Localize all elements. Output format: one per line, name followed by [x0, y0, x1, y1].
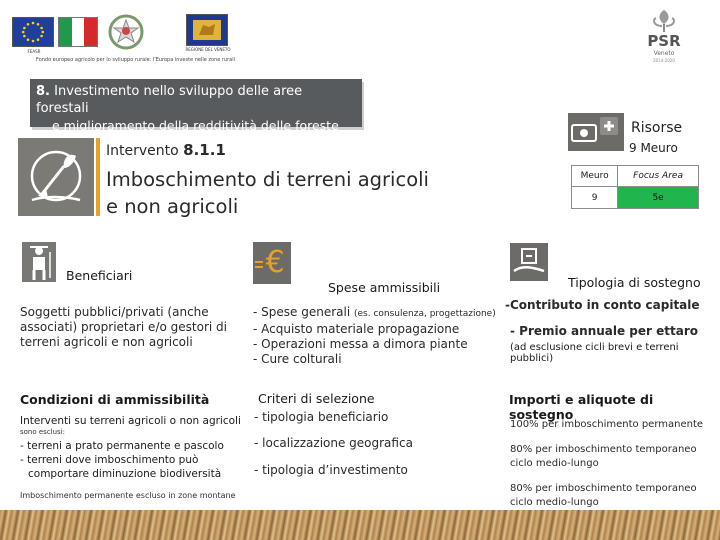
spese-item-1: - Spese generali [253, 305, 351, 319]
criteri-item-2: - localizzazione geografica [254, 436, 413, 450]
risorse-amount: 9 Meuro [629, 141, 678, 155]
tipologia-item-3: (ad esclusione cicli brevi e terreni pubblici) [510, 342, 679, 364]
psr-veneto-logo [640, 6, 688, 64]
measure-number: 8. [36, 84, 50, 99]
table-value-meuro: 9 [572, 187, 618, 209]
eu-flag-logo [12, 17, 54, 47]
condizioni-note: sono esclusi: [20, 428, 66, 436]
measure-heading-band [30, 79, 362, 133]
forestry-intervention-icon [18, 138, 94, 216]
condizioni-list [20, 439, 248, 481]
regione-veneto-logo [186, 14, 228, 46]
veneto-caption: REGIONE DEL VENETO [185, 47, 231, 52]
criteri-item-1: - tipologia beneficiario [254, 410, 389, 424]
importi-item-1: 100% per imboschimento permanente [510, 419, 704, 430]
condizioni-item-2b: comportare diminuzione biodiversità [28, 468, 222, 480]
lion-icon [187, 15, 227, 45]
resources-table [571, 165, 699, 209]
spese-heading: Spese ammissibili [328, 280, 441, 295]
accent-bar [96, 138, 100, 216]
intervento-word: Intervento [106, 143, 179, 159]
tipologia-item-2: - Premio annuale per ettaro [510, 324, 698, 338]
beneficiari-text: Soggetti pubblici/privati (anche associati) proprietari e/o gestori di terreni agricoli e non agricoli [20, 305, 227, 349]
psr-period-text: 2014-2020 [653, 58, 675, 63]
intervento-title [106, 166, 466, 220]
intervento-code: 8.1.1 [183, 141, 226, 159]
intervento-label [106, 141, 226, 159]
measure-heading-line2: e miglioramento della redditività delle foreste [52, 118, 339, 133]
tipologia-heading: Tipologia di sostegno [568, 275, 701, 290]
measure-heading-text1: Investimento nello sviluppo delle aree forestali [36, 84, 303, 116]
spese-item-1-note: (es. consulenza, progettazione) [353, 309, 496, 319]
tipologia-item-1: -Contributo in conto capitale [505, 298, 700, 312]
resources-money-icon [568, 113, 624, 151]
condizioni-heading: Condizioni di ammissibilità [20, 392, 210, 407]
spese-list [253, 305, 513, 367]
resources-table-header-row [572, 166, 699, 187]
wood-texture-strip [0, 510, 720, 540]
condizioni-footer: Imboschimento permanente escluso in zone montane [20, 491, 236, 500]
table-header-focus-area: Focus Area [618, 166, 699, 187]
italy-flag-logo [58, 17, 98, 47]
psr-region-text: Veneto [653, 50, 675, 57]
eu-stars-icon [13, 18, 53, 46]
condizioni-item-1: - terreni a prato permanente e pascolo [20, 440, 224, 452]
criteri-item-3: - tipologia d’investimento [254, 463, 408, 477]
measure-heading-line1 [36, 83, 354, 117]
svg-text:€: € [265, 245, 285, 280]
criteri-heading: Criteri di selezione [258, 391, 375, 406]
table-value-focus-area: 5e [618, 187, 699, 209]
intervento-title-line1: Imboschimento di terreni agricoli [106, 168, 429, 191]
psr-logo-text: PSR [647, 32, 681, 50]
risorse-label: Risorse [631, 120, 683, 136]
farmer-icon [22, 242, 56, 282]
resources-table-value-row [572, 187, 699, 209]
italian-republic-emblem-icon [108, 12, 144, 52]
spese-item-2: - Acquisto materiale propagazione [253, 322, 460, 336]
importi-item-3: 80% per imboschimento temporaneo ciclo medio-lungo [510, 483, 697, 508]
support-hand-icon [510, 243, 548, 281]
feasr-strapline: Fondo europeo agricolo per lo sviluppo rurale: l'Europa investe nelle zone rurali [36, 57, 236, 63]
beneficiari-heading: Beneficiari [66, 268, 133, 283]
condizioni-item-2: - terreni dove imboschimento può [20, 454, 199, 466]
eu-caption: FEASR [27, 49, 41, 54]
condizioni-line1: Interventi su terreni agricoli o non agricoli [20, 415, 241, 427]
table-header-meuro: Meuro [572, 166, 618, 187]
importi-item-2: 80% per imboschimento temporaneo ciclo medio-lungo [510, 444, 697, 469]
spese-item-generali [253, 305, 513, 322]
importi-heading: Importi e aliquote di sostegno [509, 392, 654, 422]
spese-item-4: - Cure colturali [253, 352, 342, 366]
euro-icon [253, 242, 291, 284]
spese-item-3: - Operazioni messa a dimora piante [253, 337, 468, 351]
intervento-title-line2: e non agricoli [106, 195, 239, 218]
